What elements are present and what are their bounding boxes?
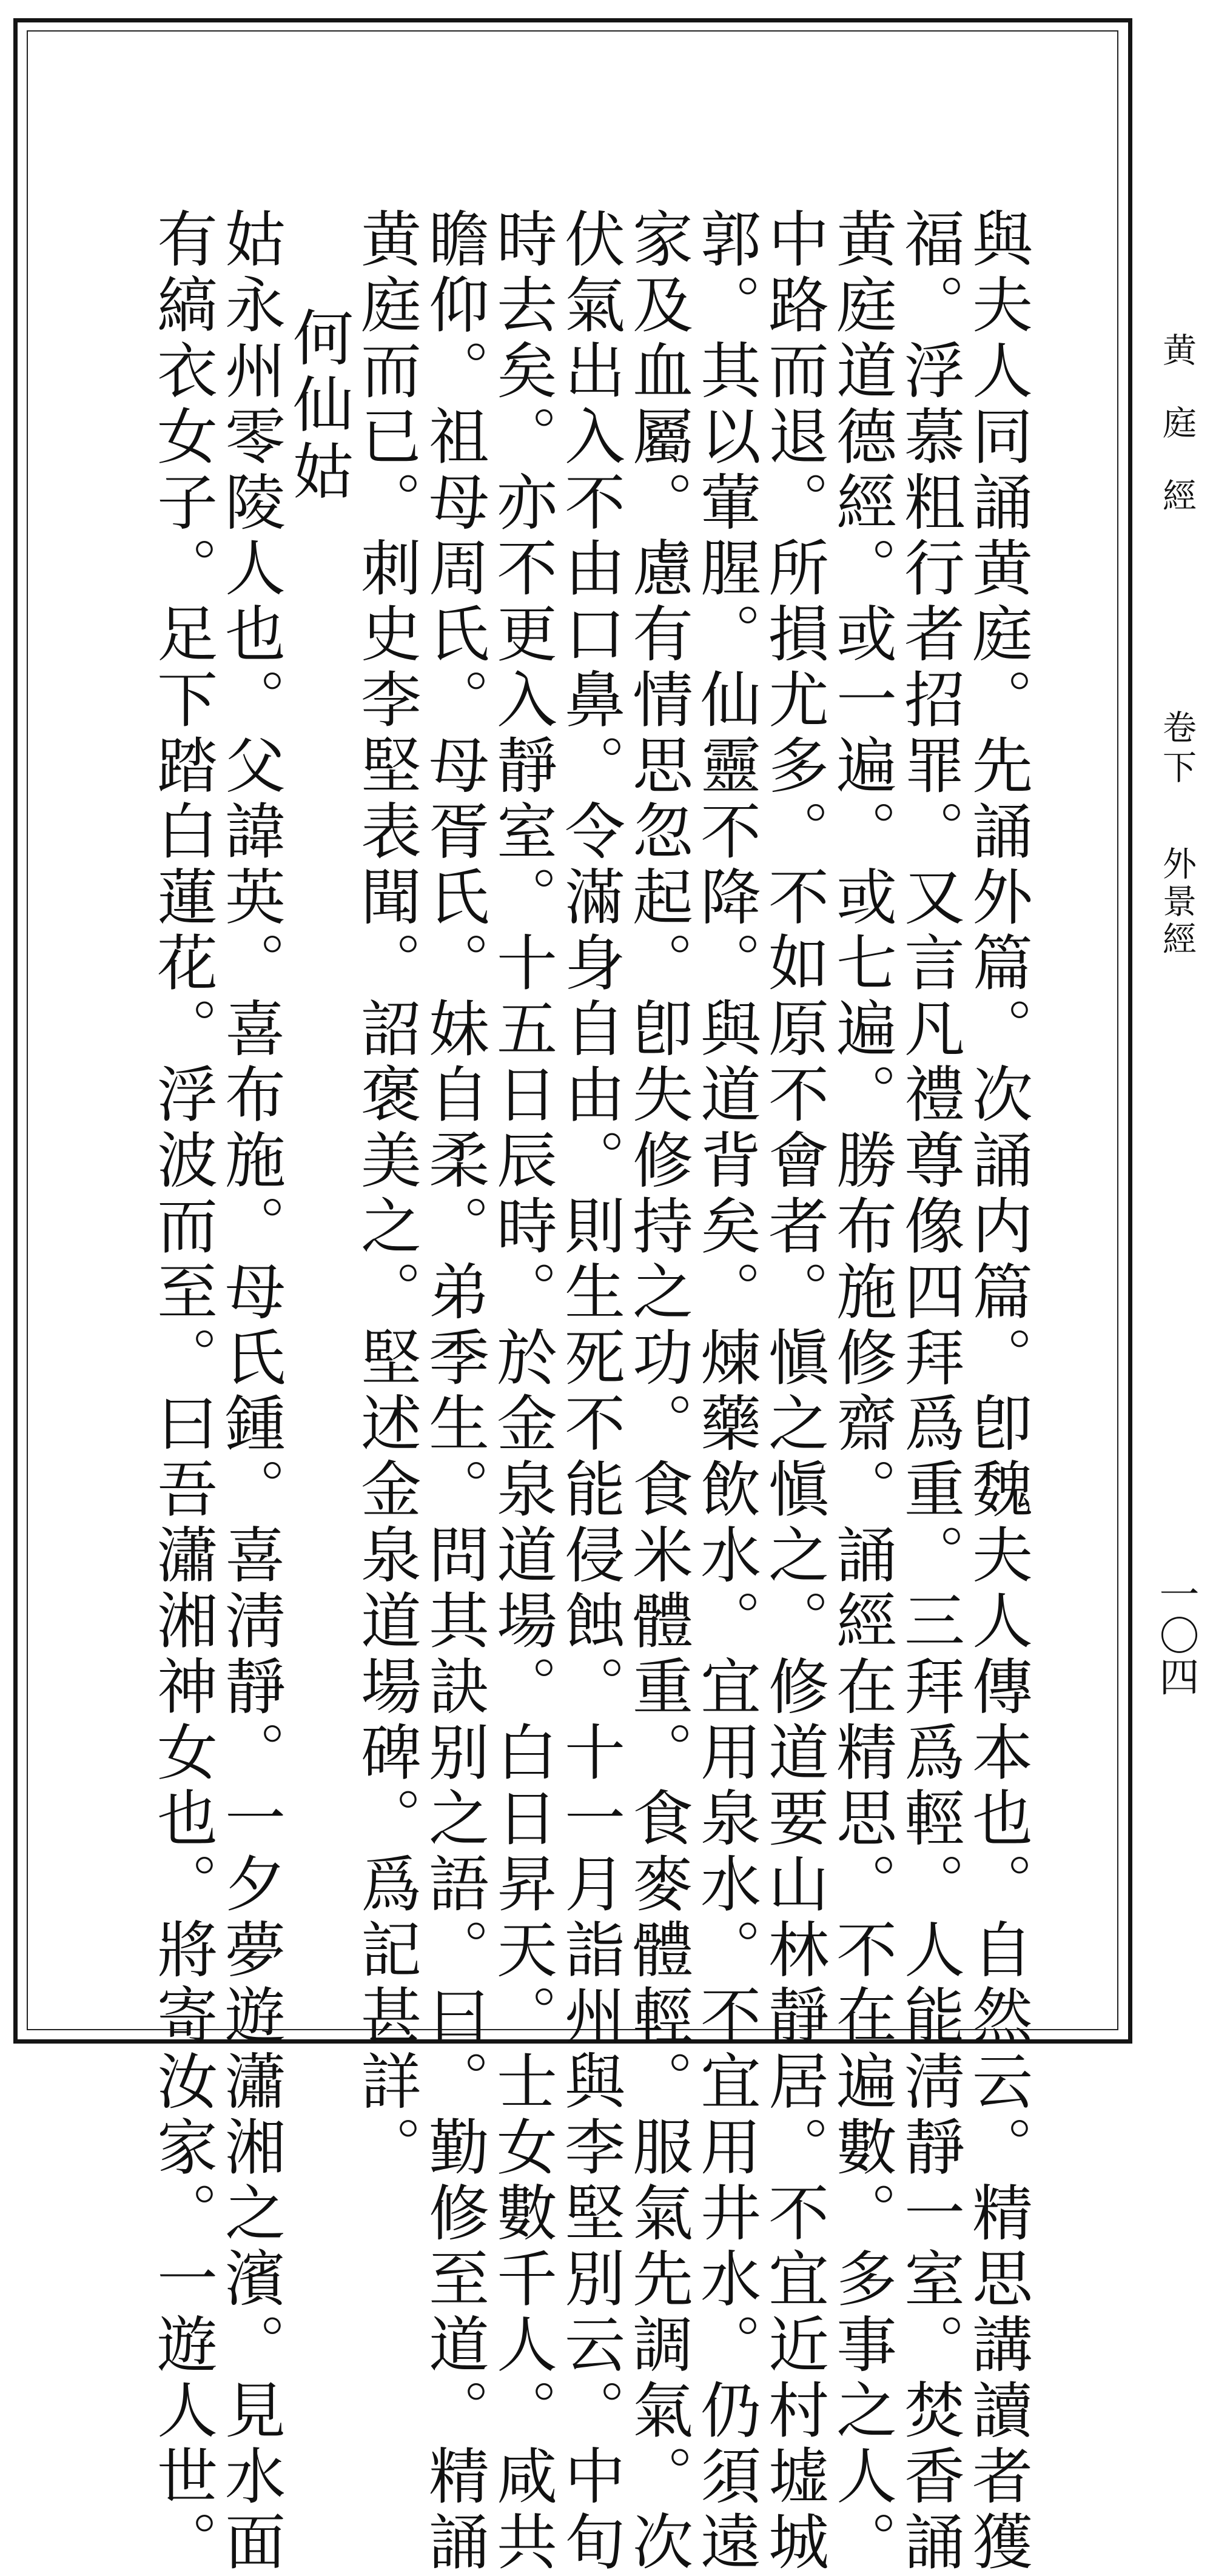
text-column: 福。浮慕粗行者招罪。又言凡禮尊像四拜爲重。三拜爲輕。人能淸靜一室。焚香誦 xyxy=(894,207,965,2576)
text-column: 中路而退。所損尤多。不如原不會者。愼之愼之。修道要山林靜居。不宜近村墟城 xyxy=(758,207,829,2576)
section-heading: 何仙姑 xyxy=(283,306,354,506)
running-header-volume: 卷下 xyxy=(1157,709,1197,790)
text-column: 與夫人同誦黄庭。先誦外篇。次誦内篇。卽魏夫人傳本也。自然云。精思講讀者獲 xyxy=(962,207,1033,2576)
running-header-section: 外景經 xyxy=(1157,846,1197,959)
text-column: 姑永州零陵人也。父諱英。喜布施。母氏鍾。喜淸靜。一夕夢遊瀟湘之濱。見水面 xyxy=(215,207,286,2576)
text-column: 郭。其以葷腥。仙靈不降。與道背矣。煉藥飲水。宜用泉水。不宜用井水。仍須遠 xyxy=(690,207,761,2576)
text-column: 時去矣。亦不更入靜室。十五日辰時。於金泉道場。白日昇天。士女數千人。咸共 xyxy=(486,207,557,2576)
page-number: 一〇四 xyxy=(1152,1574,1199,1697)
text-column: 有縞衣女子。足下踏白蓮花。浮波而至。曰吾瀟湘神女也。將寄汝家。一遊人世。 xyxy=(147,207,218,2576)
text-column: 瞻仰。祖母周氏。母胥氏。妹自柔。弟季生。問其訣别之語。曰。勤修至道。精誦 xyxy=(418,207,489,2576)
text-column: 伏氣出入不由口鼻。令滿身自由。則生死不能侵蝕。十一月詣州與李堅別云。中旬 xyxy=(554,207,625,2576)
text-column: 黄庭而已。刺史李堅表聞。詔褒美之。堅述金泉道場碑。爲記甚詳。 xyxy=(351,207,422,2181)
text-column: 黄庭道德經。或一遍。或七遍。勝布施修齋。誦經在精思。不在遍數。多事之人。 xyxy=(826,207,897,2576)
running-header-title: 黄庭經 xyxy=(1157,332,1197,551)
text-column: 家及血屬。慮有情思忽起。卽失修持之功。食米體重。食麥體輕。服氣先調氣。次 xyxy=(622,207,693,2576)
